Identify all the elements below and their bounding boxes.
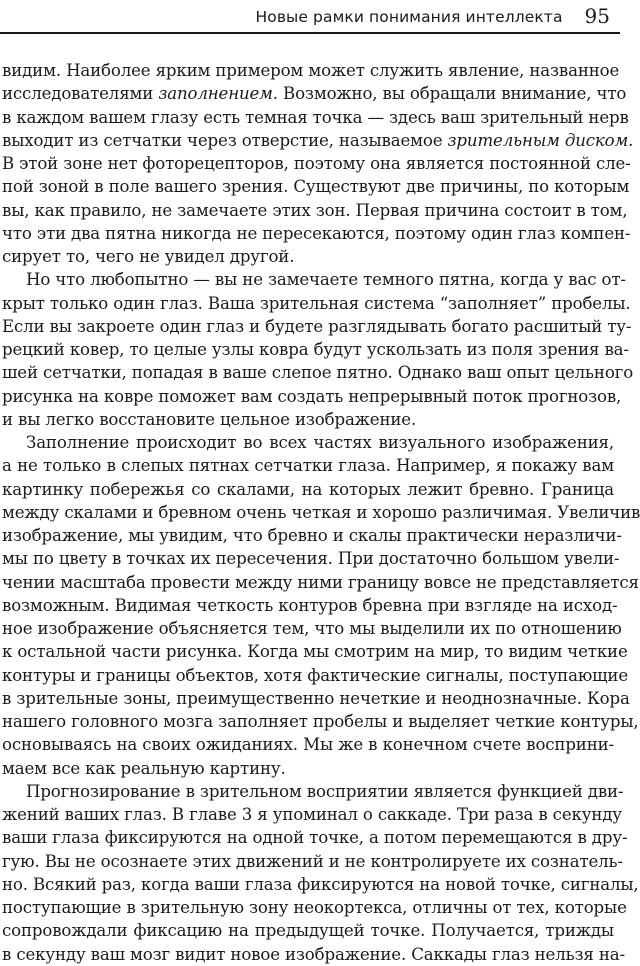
text-run: видим. Наиболее ярким примером может служить явление, названное: [2, 61, 620, 80]
text-line: [2, 408, 614, 431]
text-line: [2, 617, 622, 640]
text-run: Заполнение происходит во всех частях визуального изображения,: [26, 433, 614, 452]
text-run: сопровождали фиксацию на предыдущей точке. Получается, трижды: [2, 921, 614, 941]
text-line: [2, 478, 614, 501]
text-line: [2, 640, 628, 663]
text-line: [2, 873, 639, 896]
text-run: .: [628, 130, 634, 150]
text-line: [2, 292, 631, 315]
text-line: [2, 129, 634, 152]
text-run: в зрительные зоны, преимущественно нечеткие и неоднозначные. Кора: [2, 688, 630, 708]
text-line: [2, 710, 639, 733]
text-run: исследователями: [2, 84, 159, 104]
text-line: [2, 338, 629, 361]
text-line: [2, 850, 623, 873]
paragraph: [2, 268, 634, 431]
text-line: [2, 594, 618, 617]
text-line: [2, 59, 620, 82]
text-run: поступающие в зрительную зону неокортекса, отличны от тех, которые: [2, 898, 627, 917]
text-line: [2, 919, 614, 942]
text-run: ваши глаза фиксируются на одной точке, а потом перемещаются в дру-: [2, 828, 628, 848]
text-line: [2, 454, 614, 477]
text-run: к остальной части рисунка. Когда мы смотрим на мир, то видим четкие: [2, 642, 628, 662]
text-run: контуры и границы объектов, хотя фактические сигналы, поступающие: [2, 665, 628, 685]
text-run: чении масштаба провести между ними границу вовсе не представляется: [2, 572, 639, 592]
text-run: крыт только один глаз. Ваша зрительная система “заполняет” пробелы.: [2, 293, 631, 313]
text-line: [2, 524, 622, 547]
text-run: в секунду ваш мозг видит новое изображение. Саккады глаз нельзя на-: [2, 944, 625, 964]
text-line: [2, 385, 622, 408]
running-title: Новые рамки понимания интеллекта: [255, 8, 563, 26]
text-line: [2, 687, 630, 710]
text-run: мы по цвету в точках их пересечения. При достаточно большом увели-: [2, 549, 620, 569]
text-line: [2, 82, 627, 105]
text-run: В этой зоне нет фоторецепторов, поэтому она является постоянной сле-: [2, 154, 631, 173]
text-line: [2, 896, 627, 919]
text-run: что эти два пятна никогда не пересекаются, поэтому один глаз компен-: [2, 223, 631, 243]
text-run: гую. Вы не осознаете этих движений и не контролируете их сознатель-: [2, 851, 623, 871]
text-run: изображение, мы увидим, что бревно и скалы практически неразличи-: [2, 526, 622, 545]
page-header: [0, 0, 620, 34]
text-run: основываясь на своих ожиданиях. Мы же в конечном счете восприни-: [2, 735, 614, 755]
text-line: [2, 199, 628, 222]
text-line: [2, 315, 632, 338]
body-text: [2, 59, 640, 966]
text-run: Если вы закроете один глаз и будете разглядывать богато расшитый ту-: [2, 316, 632, 336]
text-line: [2, 826, 628, 849]
text-line: [2, 175, 630, 198]
text-run: . Возможно, вы обращали внимание, что: [272, 84, 627, 104]
paragraph: [2, 431, 640, 780]
text-line: [2, 943, 625, 966]
text-line: [2, 664, 628, 687]
text-run: нашего головного мозга заполняет пробелы и выделяет четкие контуры,: [2, 712, 639, 731]
text-run: Прогнозирование в зрительном восприятии является функцией дви-: [26, 781, 624, 801]
text-line: [2, 547, 620, 570]
text-run: между скалами и бревном очень четкая и хорошо различимая. Увеличив: [2, 502, 640, 522]
text-line: [2, 361, 634, 384]
text-line: [2, 733, 614, 756]
text-run: маем все как реальную картину.: [2, 758, 286, 778]
text-run: пой зоной в поле вашего зрения. Существуют две причины, по которым: [2, 177, 630, 197]
text-run: сирует то, чего не увидел другой.: [2, 247, 295, 266]
italic-term: зрительным диском: [447, 130, 629, 150]
text-line: [2, 431, 614, 454]
text-run: но. Всякий раз, когда ваши глаза фиксируются на новой точке, сигналы,: [2, 874, 639, 894]
text-run: шей сетчатки, попадая в ваше слепое пятно. Однако ваш опыт цельного: [2, 363, 634, 383]
text-run: а не только в слепых пятнах сетчатки глаза. Например, я покажу вам: [2, 456, 614, 476]
text-run: картинку побережья со скалами, на которых лежит бревно. Граница: [2, 479, 614, 499]
text-line: [2, 222, 631, 245]
text-run: рисунка на ковре поможет вам создать непрерывный поток прогнозов,: [2, 386, 622, 406]
page-number: 95: [584, 4, 610, 28]
text-line: [2, 757, 614, 780]
text-run: рецкий ковер, то целые узлы ковра будут ускользать из поля зрения ва-: [2, 340, 629, 359]
text-run: и вы легко восстановите цельное изображение.: [2, 409, 417, 429]
text-line: [2, 501, 640, 524]
text-line: [2, 780, 624, 803]
text-run: жений ваших глаз. В главе 3 я упоминал о саккаде. Три раза в секунду: [2, 805, 622, 824]
text-run: в каждом вашем глазу есть темная точка — здесь ваш зрительный нерв: [2, 107, 629, 127]
text-line: [2, 106, 629, 129]
text-line: [2, 803, 622, 826]
text-line: [2, 152, 631, 175]
text-run: Но что любопытно — вы не замечаете темного пятна, когда у вас от-: [26, 270, 626, 290]
text-line: [2, 571, 639, 594]
italic-term: заполнением: [158, 84, 273, 104]
paragraph: [2, 59, 634, 268]
paragraph: [2, 780, 639, 966]
text-line: [2, 268, 626, 291]
text-run: ное изображение объясняется тем, что мы выделили их по отношению: [2, 619, 622, 638]
text-run: вы, как правило, не замечаете этих зон. Первая причина состоит в том,: [2, 200, 628, 220]
text-run: возможным. Видимая четкость контуров бревна при взгляде на исход-: [2, 595, 618, 615]
text-run: выходит из сетчатки через отверстие, называемое: [2, 130, 448, 150]
text-line: [2, 245, 614, 268]
